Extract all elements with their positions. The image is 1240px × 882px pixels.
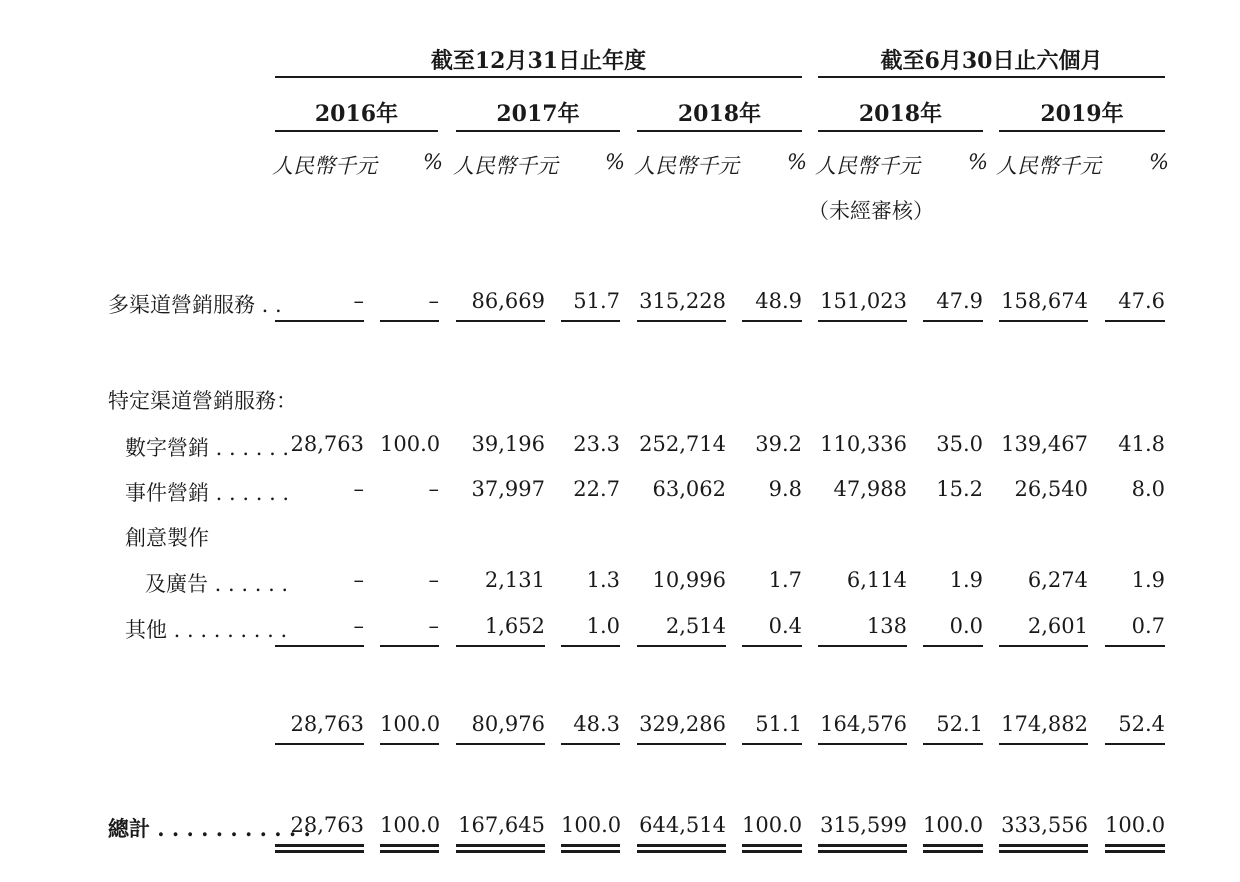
- table-cell-multi-channel: 47.9: [936, 289, 983, 313]
- cell-underline: [999, 320, 1088, 322]
- cell-underline: [561, 320, 620, 322]
- table-cell-other: 1.0: [586, 614, 620, 638]
- header-year-rule: [275, 130, 438, 132]
- table-cell-digital: 139,467: [1001, 432, 1088, 456]
- table-cell-digital: 39,196: [471, 432, 545, 456]
- cell-underline: [637, 320, 726, 322]
- row-label-specific-channel: 特定渠道營銷服務：: [108, 389, 297, 413]
- table-cell-digital: 41.8: [1118, 432, 1165, 456]
- table-cell-event: 26,540: [1014, 477, 1088, 501]
- table-cell-other: 138: [866, 614, 907, 638]
- table-cell-event: 9.8: [768, 477, 802, 501]
- table-cell-subtotal: 164,576: [820, 712, 907, 736]
- header-group-year: 截至12月31日止年度: [430, 48, 647, 74]
- cell-underline: [923, 645, 983, 647]
- table-cell-multi-channel: 86,669: [471, 289, 545, 313]
- table-cell-creative: 1.9: [1131, 568, 1165, 592]
- cell-underline: [561, 645, 620, 647]
- table-cell-multi-channel: 151,023: [820, 289, 907, 313]
- table-cell-event: 8.0: [1131, 477, 1165, 501]
- table-cell-multi-channel: 51.7: [573, 289, 620, 313]
- table-cell-other: 0.7: [1131, 614, 1165, 638]
- table-cell-total: 28,763: [290, 813, 364, 837]
- cell-underline: [923, 743, 983, 745]
- table-cell-digital: 23.3: [573, 432, 620, 456]
- table-cell-event: 63,062: [652, 477, 726, 501]
- double-underline: [923, 844, 983, 853]
- table-cell-total: 333,556: [1001, 813, 1088, 837]
- table-cell-event: 37,997: [471, 477, 545, 501]
- row-label-multi-channel: 多渠道營銷服務 . .: [108, 293, 282, 317]
- unit-percent: %: [423, 150, 443, 174]
- unit-percent: %: [787, 150, 807, 174]
- unit-currency: 人民幣千元: [272, 154, 377, 178]
- cell-underline: [456, 743, 545, 745]
- unit-currency: 人民幣千元: [453, 154, 558, 178]
- table-cell-multi-channel: 158,674: [1001, 289, 1088, 313]
- table-cell-subtotal: 48.3: [573, 712, 620, 736]
- header-year-2019-half: 2019年: [1040, 101, 1124, 127]
- row-label-other: 其他 . . . . . . . . .: [125, 618, 288, 642]
- table-cell-event: –: [428, 477, 439, 501]
- table-cell-event: 15.2: [936, 477, 983, 501]
- table-cell-creative: 2,131: [484, 568, 545, 592]
- table-cell-total: 100.0: [923, 813, 984, 837]
- table-cell-digital: 110,336: [820, 432, 907, 456]
- table-cell-other: –: [428, 614, 439, 638]
- double-underline: [999, 844, 1088, 853]
- cell-underline: [923, 320, 983, 322]
- unaudited-note: （未經審核）: [808, 199, 934, 223]
- table-cell-digital: 28,763: [290, 432, 364, 456]
- cell-underline: [999, 645, 1088, 647]
- table-cell-total: 100.0: [561, 813, 622, 837]
- cell-underline: [380, 645, 439, 647]
- cell-underline: [637, 645, 726, 647]
- table-cell-multi-channel: –: [428, 289, 439, 313]
- table-cell-multi-channel: 48.9: [755, 289, 802, 313]
- header-year-2018: 2018年: [677, 101, 762, 127]
- row-label-total: 總計 . . . . . . . . . . .: [108, 816, 311, 841]
- table-cell-creative: 10,996: [652, 568, 726, 592]
- table-cell-creative: 1.3: [586, 568, 620, 592]
- cell-underline: [561, 743, 620, 745]
- unit-currency: 人民幣千元: [996, 154, 1101, 178]
- table-cell-creative: 6,274: [1027, 568, 1088, 592]
- unit-percent: %: [1149, 150, 1169, 174]
- table-cell-creative: –: [428, 568, 439, 592]
- cell-underline: [742, 320, 802, 322]
- cell-underline: [818, 645, 907, 647]
- double-underline: [561, 844, 620, 853]
- table-cell-digital: 100.0: [380, 432, 441, 456]
- table-cell-other: 1,652: [484, 614, 545, 638]
- table-cell-creative: –: [353, 568, 364, 592]
- double-underline: [275, 844, 364, 853]
- cell-underline: [818, 743, 907, 745]
- table-cell-creative: 1.9: [949, 568, 983, 592]
- table-cell-event: 47,988: [833, 477, 907, 501]
- cell-underline: [999, 743, 1088, 745]
- double-underline: [818, 844, 907, 853]
- cell-underline: [380, 743, 439, 745]
- table-cell-multi-channel: –: [353, 289, 364, 313]
- double-underline: [637, 844, 726, 853]
- cell-underline: [1105, 743, 1165, 745]
- header-year-rule: [818, 130, 983, 132]
- table-cell-digital: 252,714: [639, 432, 726, 456]
- header-year-2016: 2016年: [314, 101, 399, 127]
- cell-underline: [275, 645, 364, 647]
- table-cell-total: 644,514: [639, 813, 726, 837]
- cell-underline: [1105, 645, 1165, 647]
- table-cell-subtotal: 51.1: [755, 712, 802, 736]
- double-underline: [380, 844, 439, 853]
- table-cell-digital: 35.0: [936, 432, 983, 456]
- cell-underline: [742, 743, 802, 745]
- table-cell-subtotal: 80,976: [471, 712, 545, 736]
- table-cell-multi-channel: 47.6: [1118, 289, 1165, 313]
- table-cell-total: 100.0: [742, 813, 803, 837]
- double-underline: [742, 844, 802, 853]
- header-year-rule: [637, 130, 802, 132]
- header-year-rule: [999, 130, 1165, 132]
- table-cell-multi-channel: 315,228: [639, 289, 726, 313]
- row-label-event: 事件營銷 . . . . . .: [125, 481, 290, 505]
- cell-underline: [275, 320, 364, 322]
- header-year-rule: [456, 130, 620, 132]
- cell-underline: [380, 320, 439, 322]
- table-cell-other: 0.4: [768, 614, 802, 638]
- table-cell-subtotal: 329,286: [639, 712, 726, 736]
- table-cell-other: 2,601: [1027, 614, 1088, 638]
- table-cell-subtotal: 52.1: [936, 712, 983, 736]
- table-cell-event: –: [353, 477, 364, 501]
- double-underline: [456, 844, 545, 853]
- cell-underline: [818, 320, 907, 322]
- table-cell-other: 0.0: [949, 614, 983, 638]
- cell-underline: [1105, 320, 1165, 322]
- table-cell-total: 167,645: [458, 813, 545, 837]
- cell-underline: [637, 743, 726, 745]
- cell-underline: [456, 645, 545, 647]
- table-cell-digital: 39.2: [755, 432, 802, 456]
- table-cell-total: 315,599: [820, 813, 907, 837]
- cell-underline: [275, 743, 364, 745]
- header-year-2018-half: 2018年: [858, 101, 943, 127]
- table-cell-other: –: [353, 614, 364, 638]
- table-cell-event: 22.7: [573, 477, 620, 501]
- table-cell-total: 100.0: [380, 813, 441, 837]
- unit-percent: %: [605, 150, 625, 174]
- table-cell-creative: 1.7: [768, 568, 802, 592]
- cell-underline: [742, 645, 802, 647]
- row-label-creative-line2: 及廣告 . . . . . .: [145, 572, 289, 596]
- table-cell-total: 100.0: [1105, 813, 1166, 837]
- table-cell-other: 2,514: [665, 614, 726, 638]
- table-cell-subtotal: 28,763: [290, 712, 364, 736]
- unit-currency: 人民幣千元: [815, 154, 920, 178]
- row-label-digital: 數字營銷 . . . . . .: [125, 436, 290, 460]
- row-label-creative-line1: 創意製作: [125, 526, 209, 550]
- header-group-year-rule: [275, 76, 802, 78]
- unit-currency: 人民幣千元: [634, 154, 739, 178]
- table-cell-subtotal: 174,882: [1001, 712, 1088, 736]
- table-cell-subtotal: 100.0: [380, 712, 441, 736]
- header-group-half-rule: [818, 76, 1165, 78]
- cell-underline: [456, 320, 545, 322]
- table-cell-subtotal: 52.4: [1118, 712, 1165, 736]
- table-cell-creative: 6,114: [846, 568, 907, 592]
- header-year-2017: 2017年: [496, 101, 580, 127]
- double-underline: [1105, 844, 1165, 853]
- unit-percent: %: [968, 150, 988, 174]
- header-group-half: 截至6月30日止六個月: [880, 48, 1103, 74]
